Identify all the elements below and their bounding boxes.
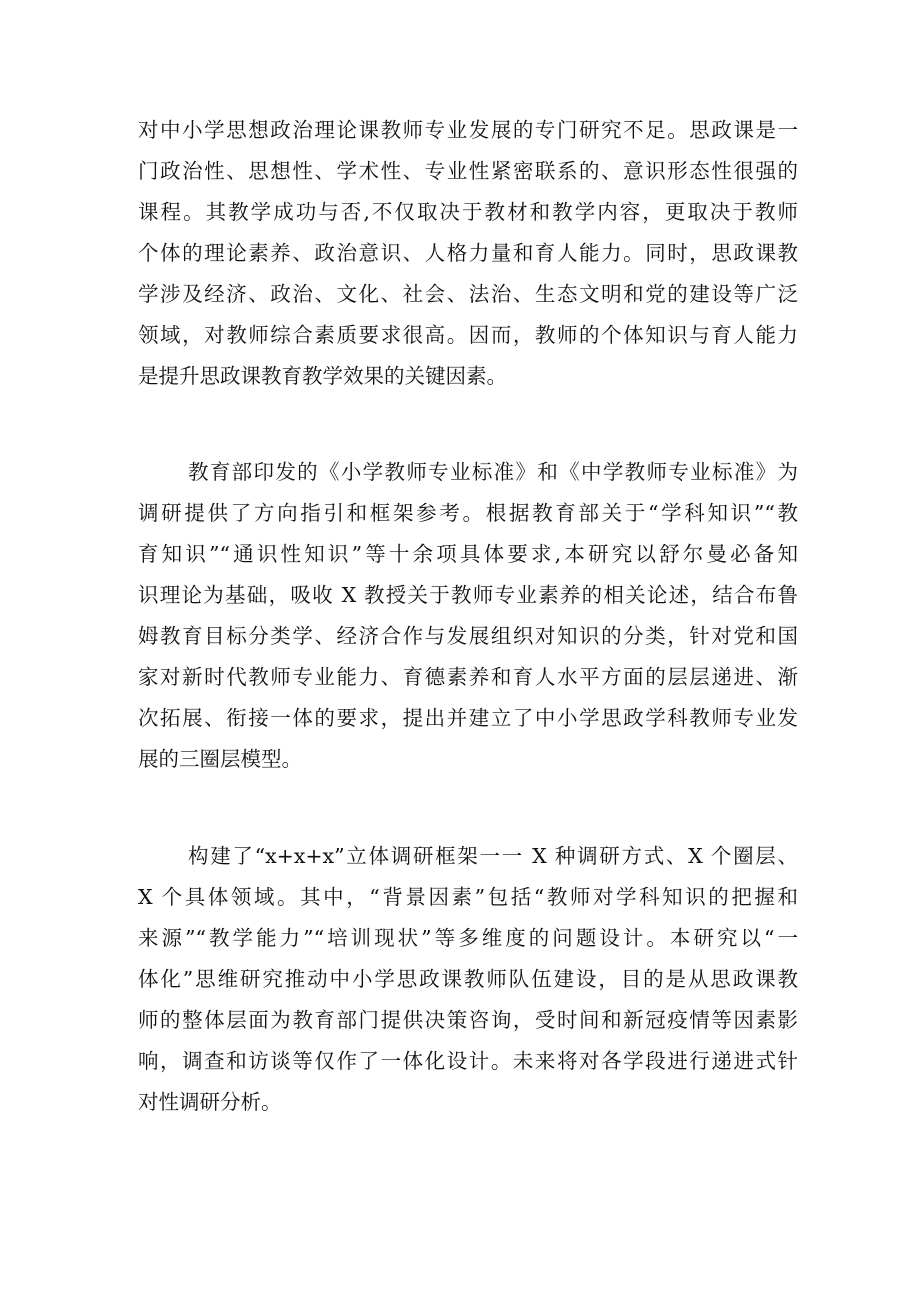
paragraph-line: 家对新时代教师专业能力、育德素养和育人水平方面的层层递进、渐 bbox=[138, 665, 798, 689]
paragraph-line: 门政治性、思想性、学术性、专业性紧密联系的、意识形态性很强的 bbox=[138, 159, 798, 183]
paragraph-line: 对中小学思想政治理论课教师专业发展的专门研究不足。思政课是一 bbox=[138, 118, 798, 142]
paragraph-line: 对性调研分析。 bbox=[138, 1090, 282, 1114]
paragraph-line: 姆教育目标分类学、经济合作与发展组织对知识的分类，针对党和国 bbox=[138, 624, 798, 648]
paragraph-line: 来源”“教学能力”“培训现状”等多维度的问题设计。本研究以“一 bbox=[138, 926, 798, 950]
paragraph-line: 识理论为基础，吸收 X 教授关于教师专业素养的相关论述，结合布鲁 bbox=[138, 583, 798, 607]
paragraph-line: 构建了“x+x+x”立体调研框架一一 X 种调研方式、X 个圈层、 bbox=[188, 844, 798, 868]
paragraph-line: 体化”思维研究推动中小学思政课教师队伍建设，目的是从思政课教 bbox=[138, 967, 798, 991]
paragraph-line: 调研提供了方向指引和框架参考。根据教育部关于“学科知识”“教 bbox=[138, 501, 798, 525]
paragraph-line: 育知识”“通识性知识”等十余项具体要求,本研究以舒尔曼必备知 bbox=[138, 542, 798, 566]
paragraph-line: 次拓展、衔接一体的要求，提出并建立了中小学思政学科教师专业发 bbox=[138, 706, 798, 730]
paragraph-line: 教育部印发的《小学教师专业标准》和《中学教师专业标准》为 bbox=[188, 460, 798, 484]
paragraph-line: 响，调查和访谈等仅作了一体化设计。未来将对各学段进行递进式针 bbox=[138, 1049, 798, 1073]
paragraph-line: 领域，对教师综合素质要求很高。因而，教师的个体知识与育人能力 bbox=[138, 323, 798, 347]
paragraph-line: 展的三圈层模型。 bbox=[138, 747, 302, 771]
paragraph-line: 学涉及经济、政治、文化、社会、法治、生态文明和党的建设等广泛 bbox=[138, 282, 798, 306]
paragraph-line: 课程。其教学成功与否,不仅取决于教材和教学内容，更取决于教师 bbox=[138, 200, 798, 224]
paragraph-line: 个体的理论素养、政治意识、人格力量和育人能力。同时，思政课教 bbox=[138, 241, 798, 265]
paragraph-line: 是提升思政课教育教学效果的关键因素。 bbox=[138, 364, 507, 388]
paragraph-line: 师的整体层面为教育部门提供决策咨询，受时间和新冠疫情等因素影 bbox=[138, 1008, 798, 1032]
paragraph-line: X 个具体领域。其中，“背景因素”包括“教师对学科知识的把握和 bbox=[138, 885, 798, 909]
